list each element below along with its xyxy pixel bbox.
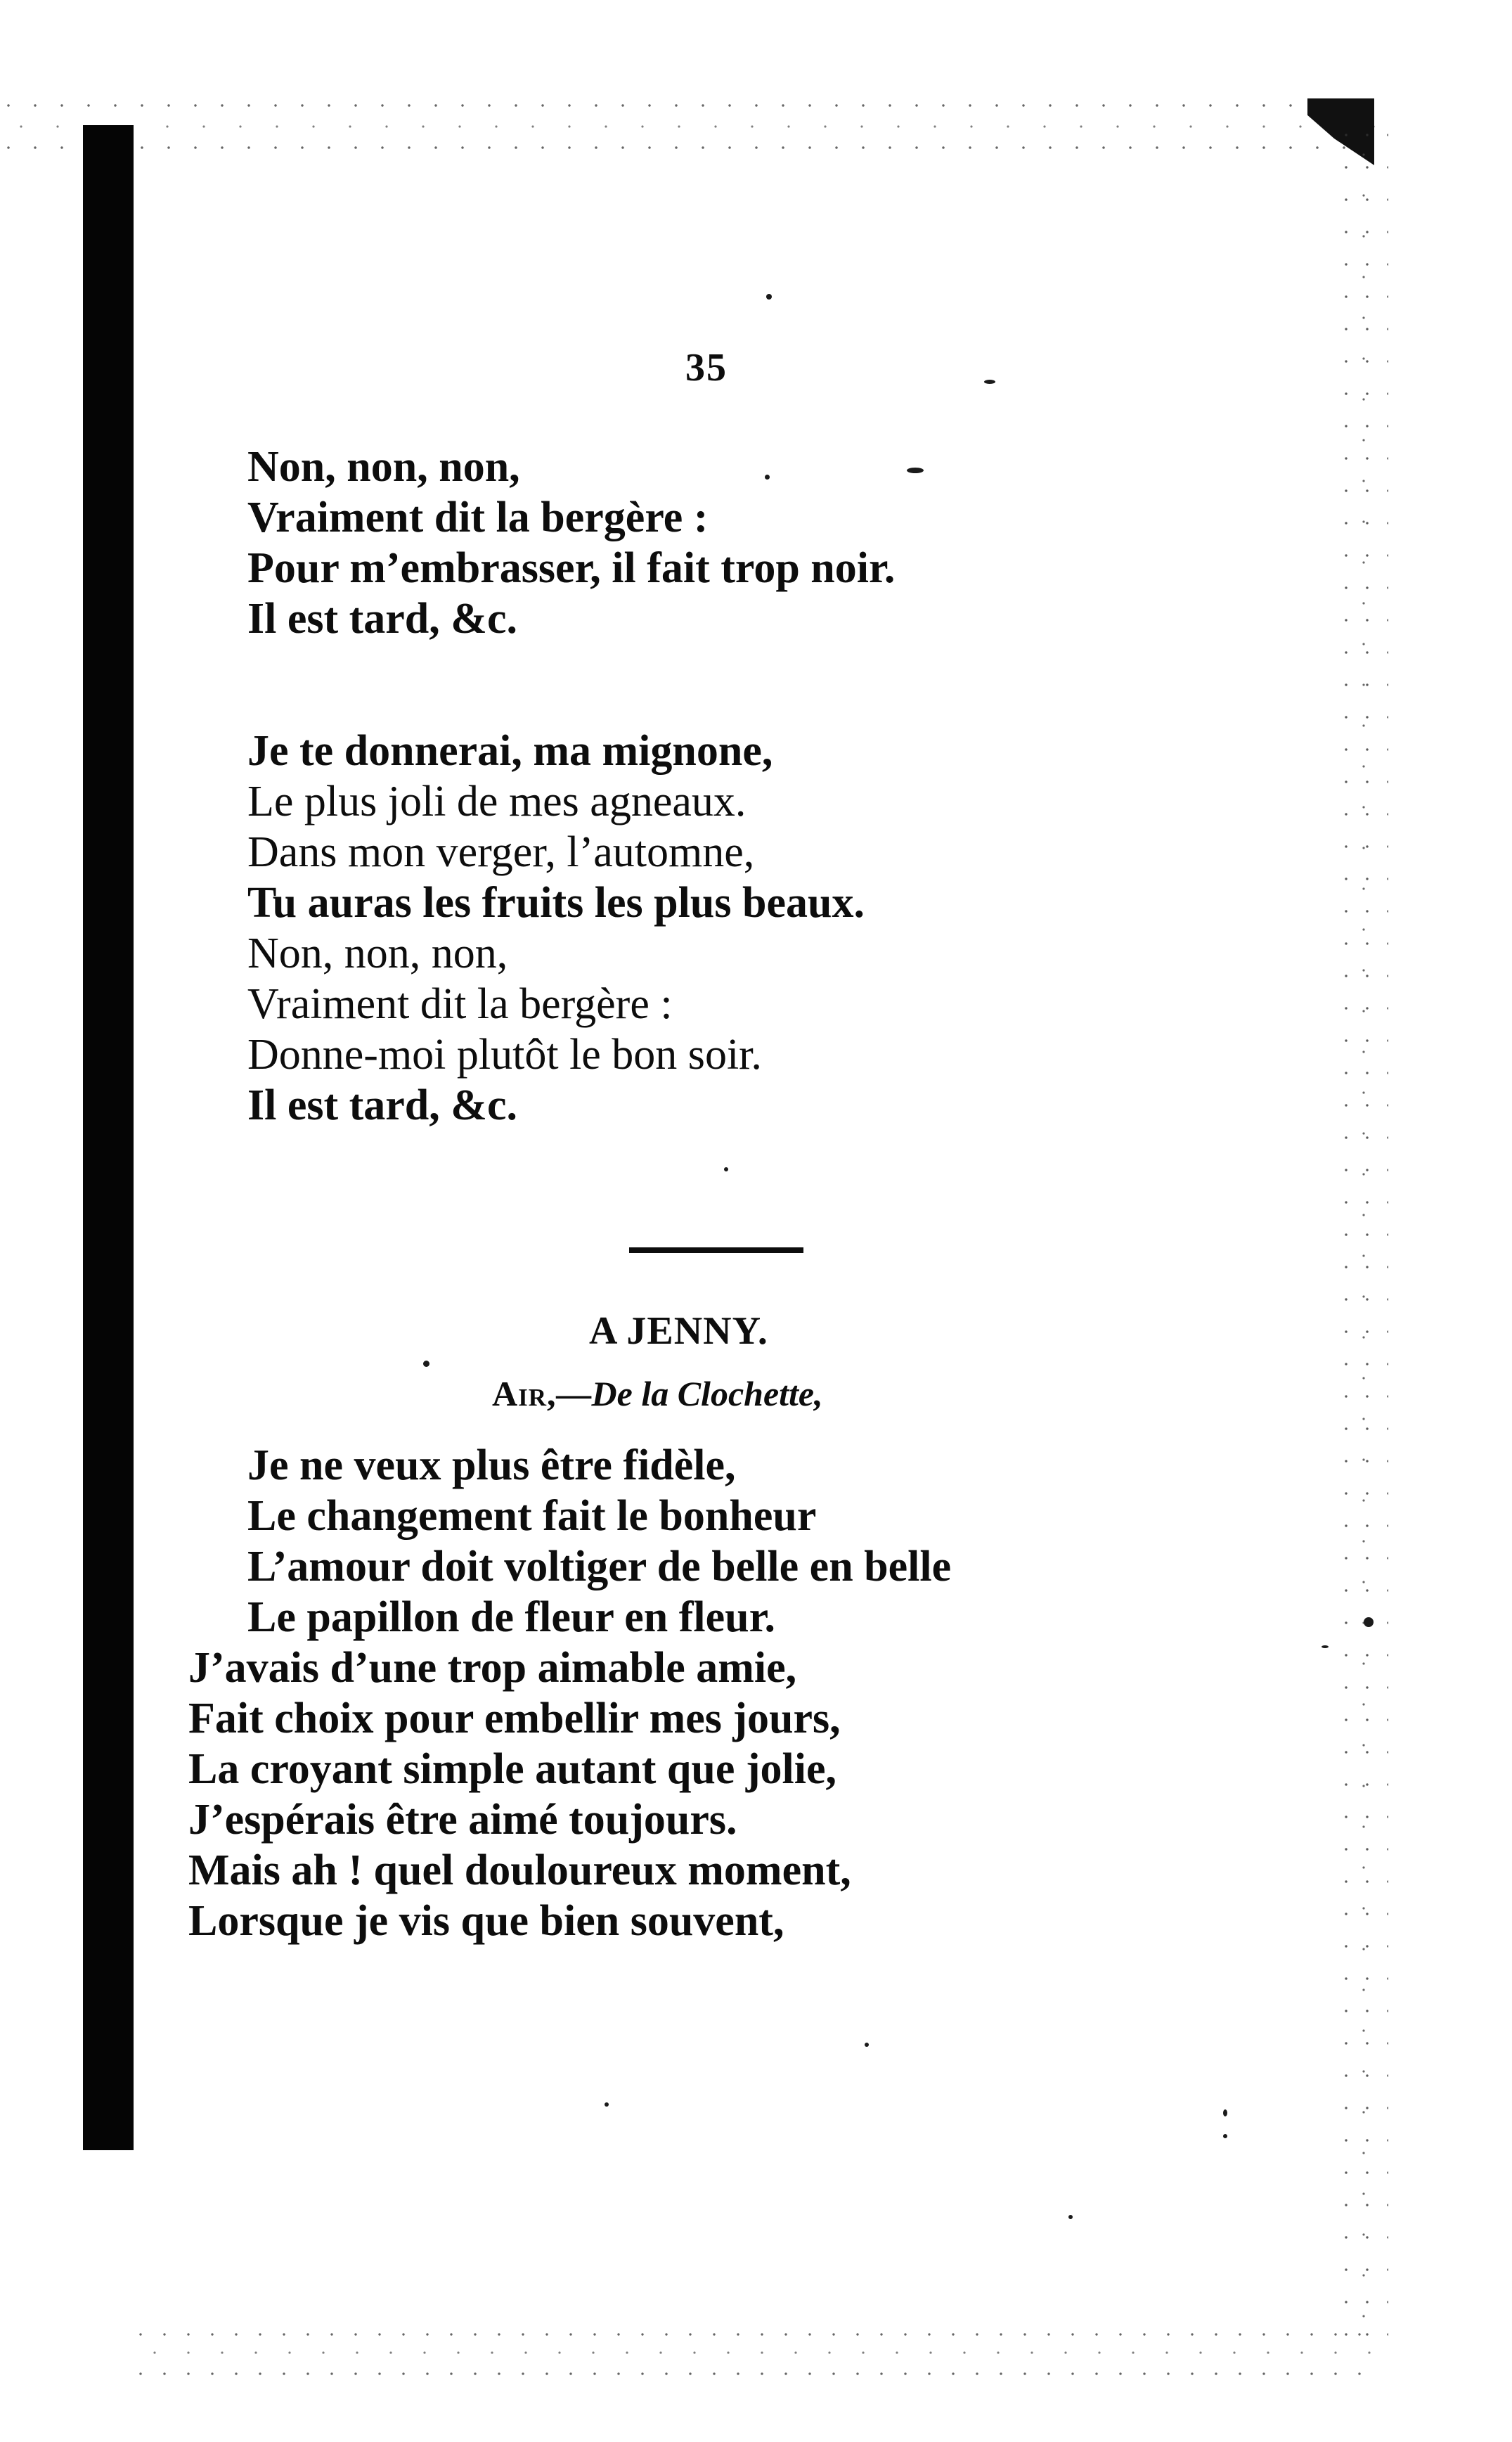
song-verse — [0, 1440, 951, 1946]
ink-speck — [1223, 2109, 1227, 2116]
song-title: A JENNY. — [589, 1309, 768, 1353]
ink-speck — [1322, 1645, 1329, 1648]
verse-line: Donne-moi plutôt le bon soir. — [247, 1031, 762, 1079]
verse-line: Pour m’embrasser, il fait trop noir. — [247, 544, 896, 592]
ink-speck — [1223, 2134, 1227, 2138]
verse-line: J’espérais être aimé toujours. — [188, 1796, 737, 1844]
verse-line: Mais ah ! quel douloureux moment, — [188, 1846, 851, 1894]
verse-line: Lorsque je vis que bien souvent, — [188, 1897, 784, 1945]
ink-speck — [865, 2043, 869, 2047]
verse-line: Le papillon de fleur en fleur. — [247, 1593, 775, 1641]
verse-line: Vraiment dit la bergère : — [247, 980, 673, 1028]
section-divider — [629, 1247, 803, 1253]
verse-line: Je ne veux plus être fidèle, — [247, 1441, 736, 1489]
air-tune-name: —De la Clochette, — [556, 1374, 823, 1413]
verse-line: J’avais d’une trop aimable amie, — [188, 1644, 797, 1692]
stanza-2 — [247, 726, 865, 1131]
stanza-1 — [247, 442, 895, 644]
page-number: 35 — [685, 346, 728, 390]
ink-speck — [984, 380, 995, 384]
song-air-line — [492, 1371, 823, 1416]
ink-speck — [423, 1361, 429, 1367]
ink-speck — [765, 475, 770, 480]
ink-speck — [605, 2102, 609, 2107]
verse-line: Fait choix pour embellir mes jours, — [188, 1695, 841, 1742]
ink-speck — [766, 294, 772, 300]
verse-line: L’amour doit voltiger de belle en belle — [247, 1543, 952, 1590]
verse-line: Vraiment dit la bergère : — [247, 494, 709, 541]
verse-line: Il est tard, &c. — [247, 595, 517, 643]
verse-line: Non, non, non, — [247, 930, 508, 977]
verse-line: La croyant simple autant que jolie, — [188, 1745, 836, 1793]
verse-line: Le changement fait le bonheur — [247, 1492, 817, 1540]
verse-line: Il est tard, &c. — [247, 1081, 517, 1129]
page-top-edge — [0, 91, 1378, 155]
verse-line: Non, non, non, — [247, 443, 520, 491]
verse-line: Dans mon verger, l’automne, — [247, 828, 755, 876]
air-label: Air, — [492, 1374, 557, 1413]
ink-speck — [1364, 1617, 1374, 1627]
page-bottom-edge — [134, 2320, 1371, 2377]
ink-speck — [907, 468, 924, 473]
ink-speck — [1068, 2215, 1073, 2219]
verse-line: Le plus joli de mes agneaux. — [247, 778, 747, 825]
verse-line: Tu auras les fruits les plus beaux. — [247, 879, 865, 927]
verse-line: Je te donnerai, ma mignone, — [247, 727, 773, 775]
page-right-edge — [1339, 127, 1388, 2348]
ink-speck — [724, 1167, 728, 1171]
